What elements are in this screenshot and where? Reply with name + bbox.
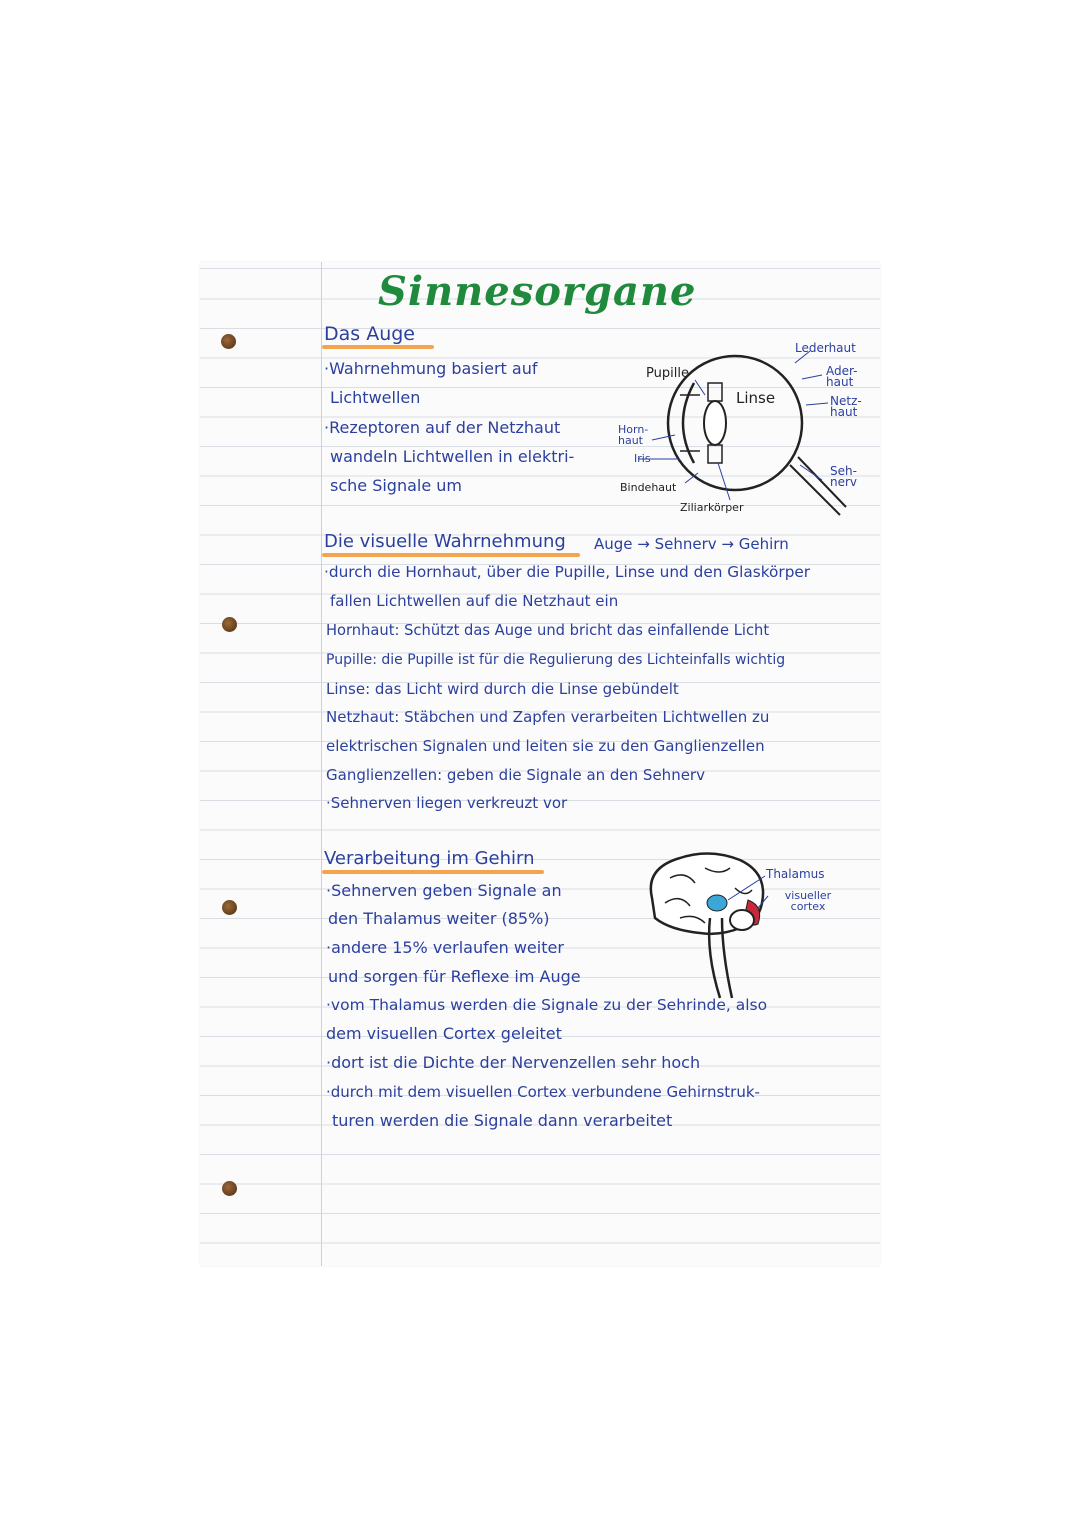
eye-line: wandeln Lichtwellen in elektri-: [330, 447, 575, 466]
brain-line: dem visuellen Cortex geleitet: [326, 1024, 562, 1043]
label-lederhaut: Lederhaut: [795, 341, 856, 355]
eye-line: sche Signale um: [330, 476, 463, 495]
label-aderhaut: Ader-haut: [826, 364, 858, 389]
brain-line: turen werden die Signale dann verarbeitet: [332, 1111, 673, 1130]
label-iris: Iris: [634, 452, 651, 465]
label-bindehaut: Bindehaut: [620, 481, 677, 494]
punch-hole: [222, 1181, 237, 1196]
heading-highlight: [322, 345, 434, 349]
brain-line: und sorgen für Reflexe im Auge: [328, 967, 581, 986]
eye-line: Lichtwellen: [330, 388, 421, 407]
brain-diagram: [640, 848, 780, 1008]
brain-line: ·durch mit dem visuellen Cortex verbundene Gehirnstruk-: [326, 1083, 760, 1101]
eye-line: ·Rezeptoren auf der Netzhaut: [324, 418, 561, 437]
label-linse: Linse: [736, 389, 776, 407]
punch-hole: [222, 617, 237, 632]
heading-highlight: [322, 870, 544, 874]
label-sehnerv: Seh-nerv: [830, 464, 858, 489]
section-heading-brain: Verarbeitung im Gehirn: [324, 848, 535, 869]
brain-line: den Thalamus weiter (85%): [328, 909, 550, 928]
label-netzhaut: Netz-haut: [830, 394, 862, 419]
eye-line: ·Wahrnehmung basiert auf: [324, 359, 538, 378]
label-ziliarkoerper: Ziliarkörper: [680, 501, 744, 514]
punch-hole: [221, 334, 236, 349]
perception-line: fallen Lichtwellen auf die Netzhaut ein: [330, 592, 619, 610]
heading-highlight: [322, 553, 580, 557]
perception-line: ·Sehnerven liegen verkreuzt vor: [326, 794, 568, 812]
perception-path: Auge → Sehnerv → Gehirn: [594, 535, 789, 553]
perception-line: Hornhaut: Schützt das Auge und bricht das einfallende Licht: [326, 622, 770, 639]
section-heading-perception: Die visuelle Wahrnehmung: [324, 531, 566, 552]
perception-line: Netzhaut: Stäbchen und Zapfen verarbeiten Lichtwellen zu: [326, 708, 770, 726]
brain-line: ·dort ist die Dichte der Nervenzellen sehr hoch: [326, 1053, 701, 1072]
label-pupille: Pupille: [646, 366, 689, 381]
label-thalamus: Thalamus: [766, 867, 825, 881]
margin-line: [321, 262, 322, 1266]
perception-line: elektrischen Signalen und leiten sie zu den Ganglienzellen: [326, 737, 765, 755]
brain-line: ·Sehnerven geben Signale an: [326, 881, 562, 900]
perception-line: Linse: das Licht wird durch die Linse gebündelt: [326, 680, 679, 698]
label-hornhaut: Horn-haut: [618, 423, 649, 447]
section-heading-eye: Das Auge: [324, 323, 416, 345]
perception-line: ·durch die Hornhaut, über die Pupille, Linse und den Glaskörper: [324, 563, 811, 581]
brain-line: ·andere 15% verlaufen weiter: [326, 938, 564, 957]
page-title: Sinnesorgane: [378, 268, 697, 315]
perception-line: Ganglienzellen: geben die Signale an den Sehnerv: [326, 766, 705, 784]
label-visual-cortex: visueller cortex: [784, 889, 832, 913]
punch-hole: [222, 900, 237, 915]
brain-line: ·vom Thalamus werden die Signale zu der Sehrinde, also: [326, 996, 768, 1014]
perception-line: Pupille: die Pupille ist für die Regulierung des Lichteinfalls wichtig: [326, 652, 786, 668]
